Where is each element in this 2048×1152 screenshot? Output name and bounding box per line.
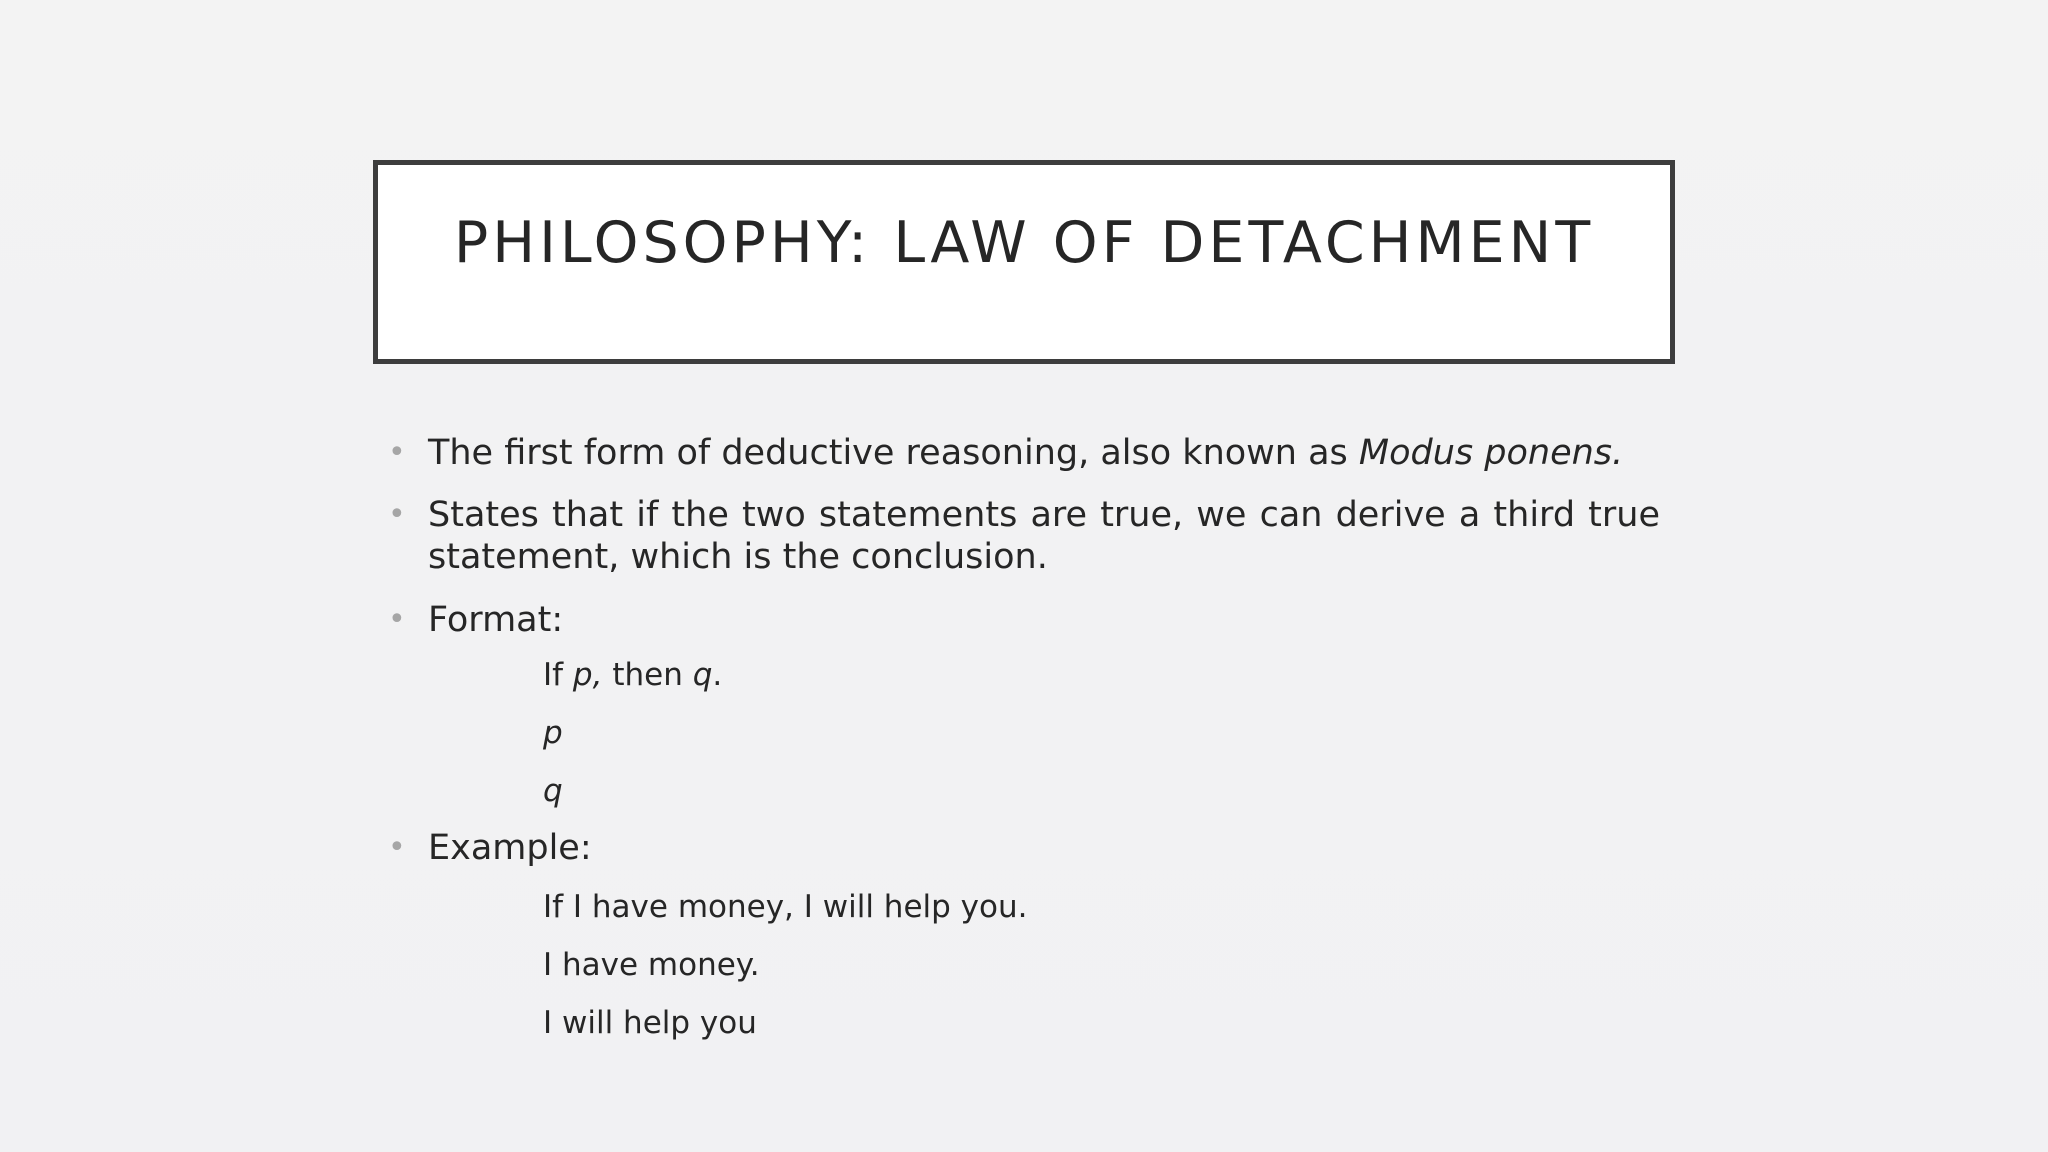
bullet-dot: • [388, 602, 406, 637]
bullet-dot: • [388, 830, 406, 865]
bullet-text-line-1: States that if the two statements are true, we can derive a third true [428, 495, 1660, 535]
bullet-dot: • [388, 435, 406, 470]
bullet-text-line-2: statement, which is the conclusion. [428, 537, 1048, 577]
bullet-item-statement [380, 494, 1660, 578]
format-period-text: . [712, 657, 723, 693]
slide-title: PHILOSOPHY: LAW OF DETACHMENT [453, 210, 1595, 276]
format-q-text: q [692, 657, 713, 693]
bullet-dot: • [388, 497, 406, 532]
bullet-item-definition [380, 432, 1660, 474]
bullet-item-format [380, 599, 1660, 641]
format-line-3: q [543, 773, 563, 809]
title-box [373, 160, 1675, 364]
bullet-label: Example: [428, 828, 592, 868]
format-if-text: If [543, 657, 573, 693]
example-line-1: If I have money, I will help you. [543, 889, 1028, 925]
slide-content [380, 432, 1660, 1043]
format-then-text: then [602, 657, 693, 693]
modus-ponens-text: Modus ponens. [1358, 433, 1624, 473]
bullet-item-example [380, 827, 1660, 869]
format-p-text: p, [572, 657, 603, 693]
example-line-2: I have money. [543, 947, 760, 983]
format-line-2: p [543, 715, 563, 751]
bullet-text: The first form of deductive reasoning, also known as [428, 433, 1359, 473]
bullet-label: Format: [428, 600, 564, 640]
format-line-1 [380, 655, 1660, 695]
example-line-3: I will help you [543, 1005, 757, 1041]
